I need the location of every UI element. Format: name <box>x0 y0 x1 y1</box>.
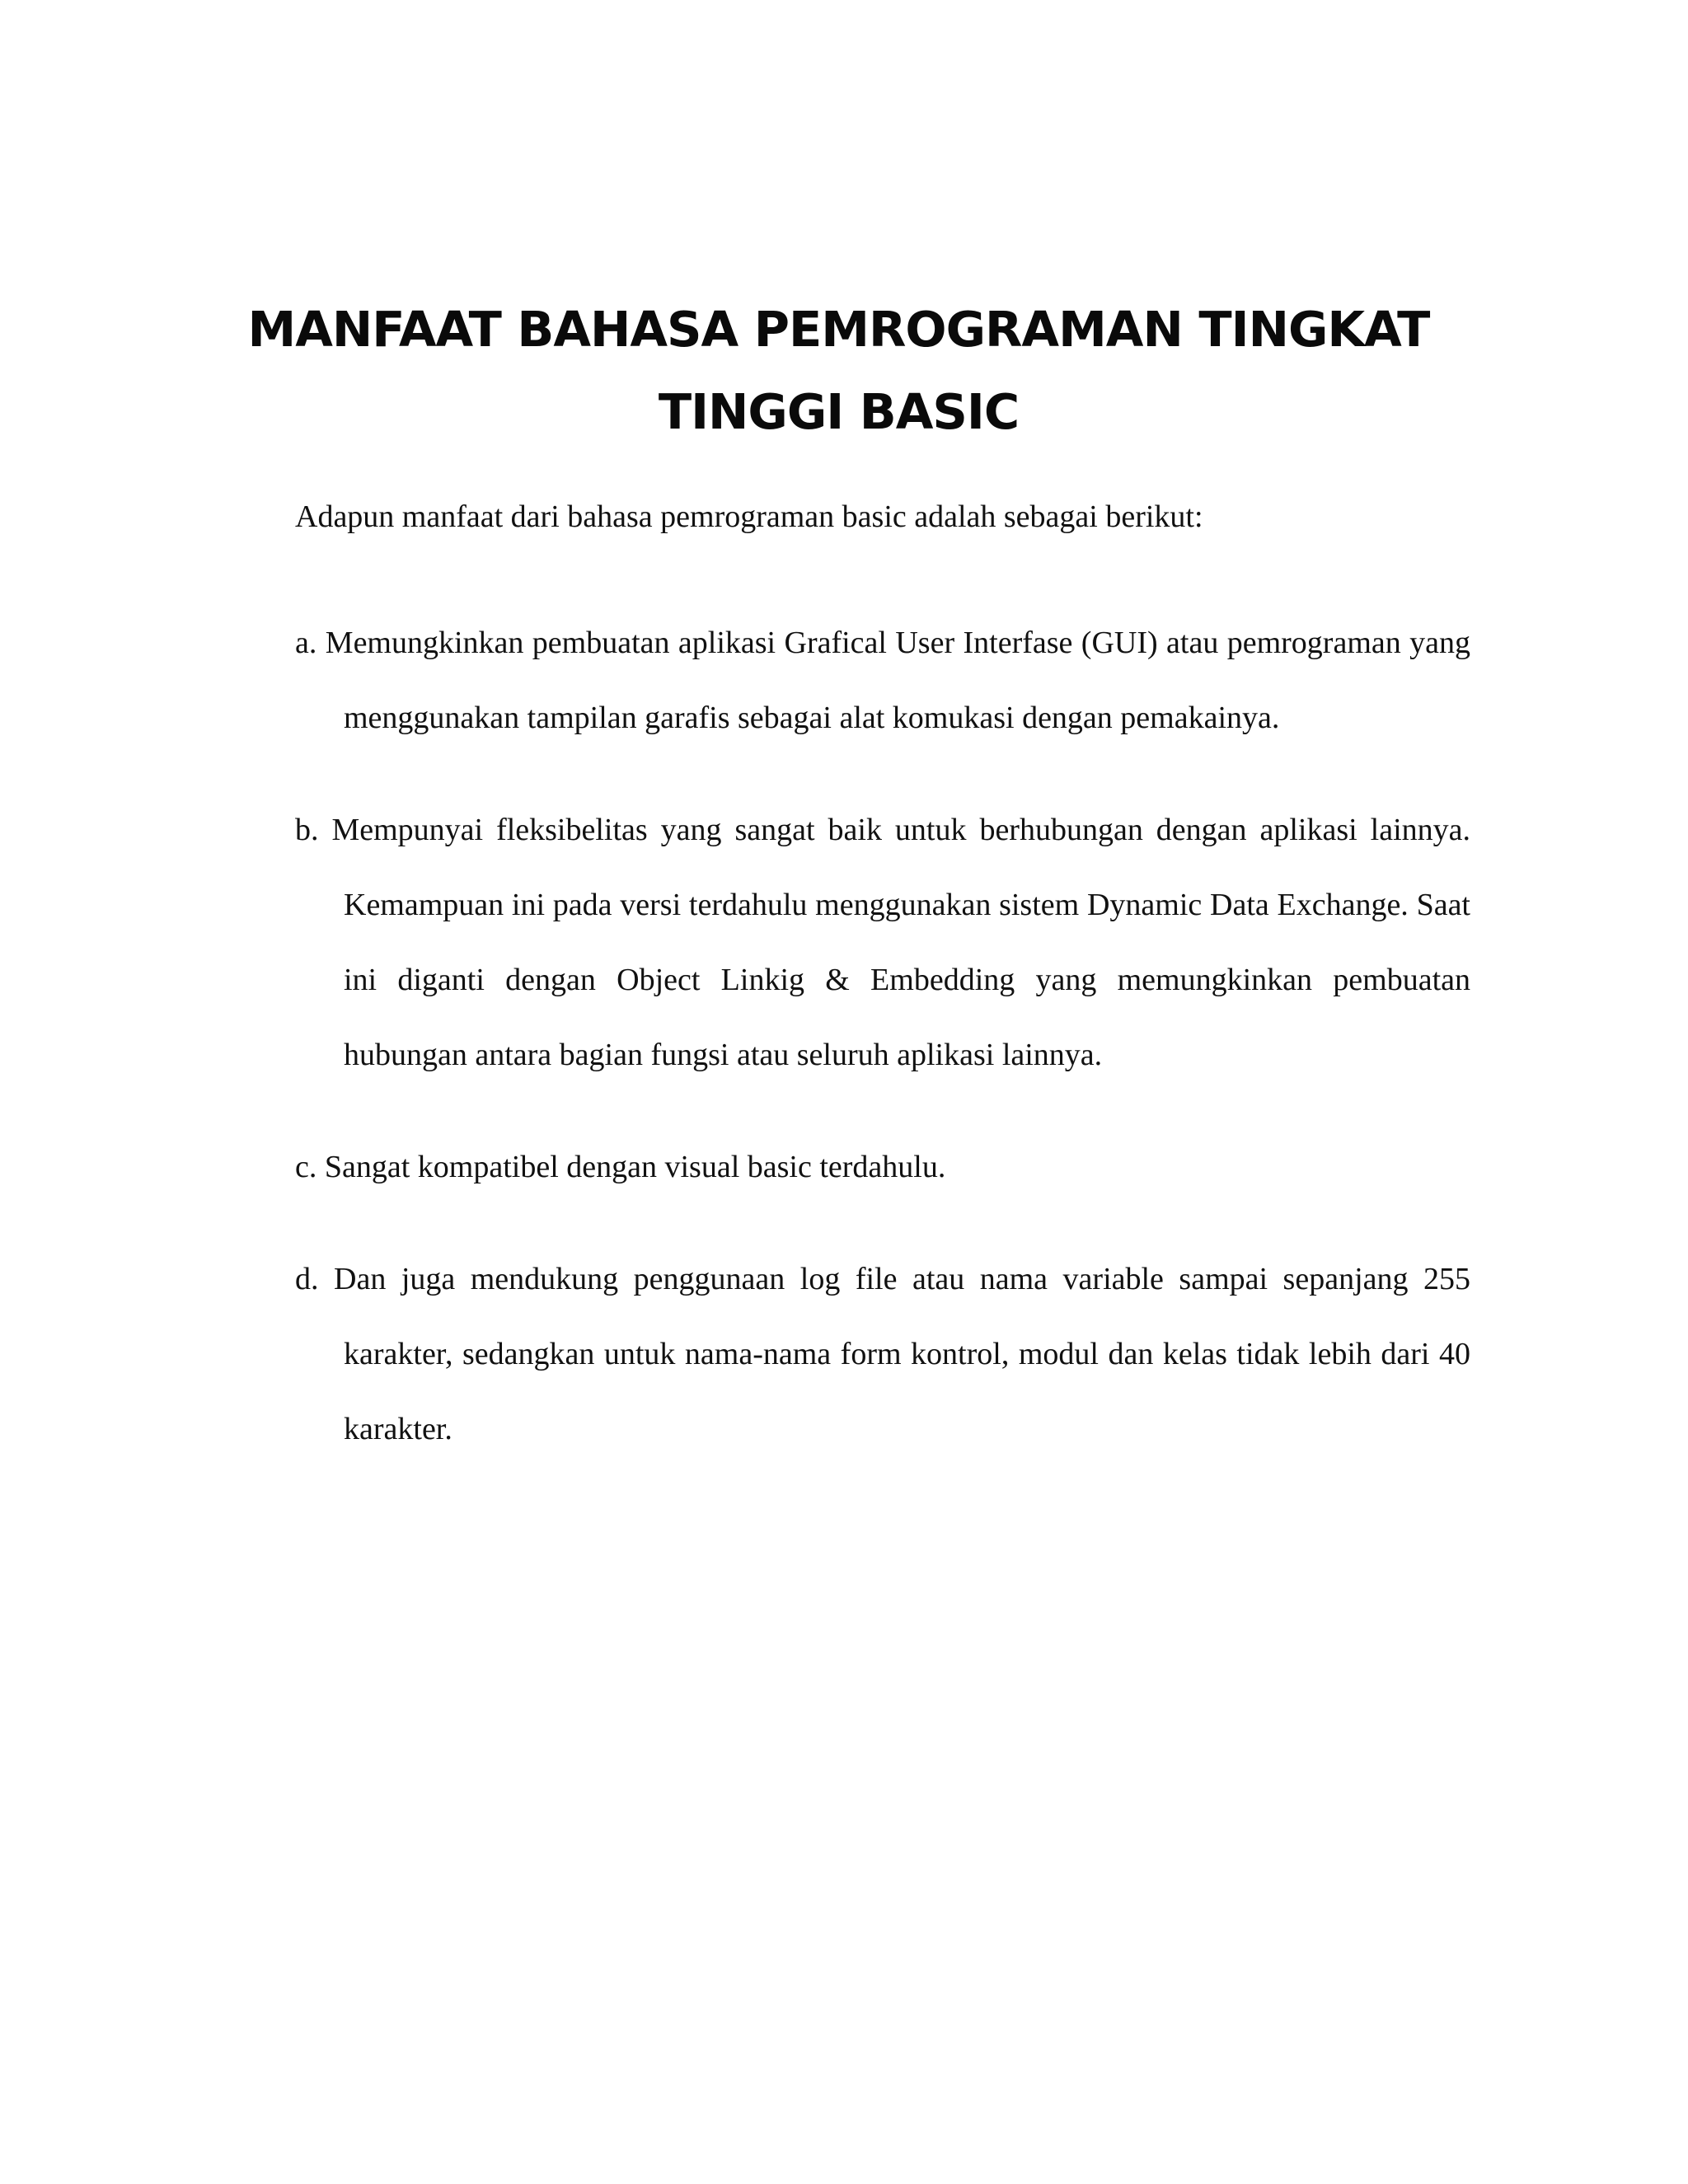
page-title <box>206 288 1471 453</box>
list-item-text: Sangat kompatibel dengan visual basic terdahulu. <box>324 1150 946 1184</box>
list-marker: d. <box>295 1262 319 1296</box>
benefit-list <box>295 606 1470 1467</box>
list-marker: c. <box>295 1150 317 1184</box>
list-item <box>295 793 1470 1093</box>
list-item <box>295 1130 1470 1205</box>
list-marker: b. <box>295 813 319 847</box>
list-item-text: Mempunyai fleksibelitas yang sangat baik untuk berhubungan dengan aplikasi lainnya. Kemampuan ini pada versi terdahulu menggunakan sistem Dynamic Data Exchange. Saat ini diganti dengan Object Linkig & Embedding yang memungkinkan pembuatan hubungan antara bagian fungsi atau seluruh aplikasi lainnya. <box>331 813 1470 1072</box>
list-marker: a. <box>295 626 317 660</box>
title-line-2: TINGGI BASIC <box>658 383 1020 440</box>
list-item-text: Memungkinkan pembuatan aplikasi Grafical User Interfase (GUI) atau pemrograman yang menggunakan tampilan garafis sebagai alat komukasi dengan pemakainya. <box>325 626 1471 735</box>
list-item <box>295 606 1470 756</box>
intro-paragraph: Adapun manfaat dari bahasa pemrograman basic adalah sebagai berikut: <box>295 499 1203 534</box>
list-item-text: Dan juga mendukung penggunaan log file atau nama variable sampai sepanjang 255 karakter, sedangkan untuk nama-nama form kontrol, modul dan kelas tidak lebih dari 40 karakter. <box>334 1262 1471 1446</box>
list-item <box>295 1242 1470 1467</box>
title-line-1: MANFAAT BAHASA PEMROGRAMAN TINGKAT <box>247 301 1430 358</box>
